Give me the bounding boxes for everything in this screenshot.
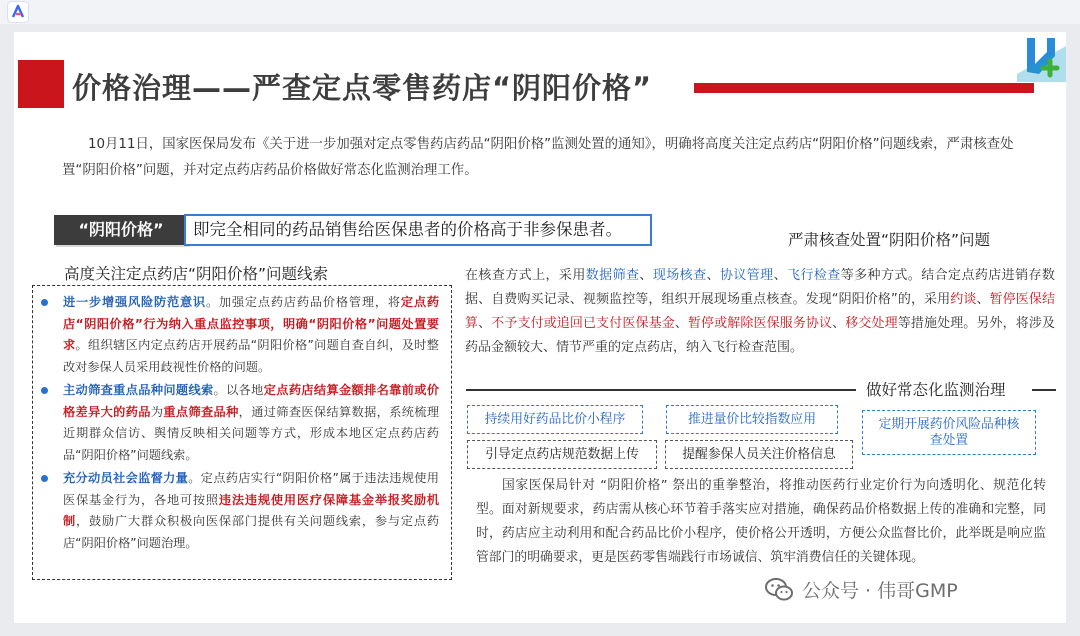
bullet-text: ，鼓励广大群众积极向医保部门提供有关问题线索，参与定点药店“阴阳价格”问题治理。 — [63, 514, 440, 550]
text-run: 等多种方式。结合定点药店进销存数据、自费购买记录、视频监控等，组织开展现场重点核查。发现“阴阳价格”的，采用 — [465, 268, 1055, 307]
bullet-lead: 进一步增强风险防范意识 — [63, 295, 206, 309]
method-highlight: 数据筛查 — [585, 268, 640, 283]
clues-box — [32, 285, 452, 580]
wechat-icon — [764, 577, 794, 603]
method-highlight: 飞行检查 — [787, 268, 841, 283]
bullet-highlight: 定点药店结算金额排名靠前或价格差异大的药品 — [63, 383, 440, 419]
text-run: 、 — [832, 316, 846, 331]
title-red-rule — [694, 83, 1034, 93]
text-run: 在核查方式上，采用 — [465, 268, 586, 283]
measure-highlight: 暂停医保结算 — [465, 292, 1055, 331]
measure-pill: 引导定点药店规范数据上传 — [467, 440, 657, 469]
text-run: 、 — [639, 268, 653, 283]
bullet-item — [63, 380, 439, 466]
section-heading-inspection: 严肃核查处置“阴阳价格”问题 — [788, 231, 991, 249]
measure-highlight: 暂停或解除医保服务协议 — [687, 316, 833, 331]
bullet-highlight: 定点药店“阴阳价格”行为纳入重点监控事项，明确“阴阳价格”问题处置要求 — [63, 295, 440, 352]
bullet-item — [63, 468, 439, 554]
text-run: 等措施处理。另外，将涉及药品金额较大、情节严重的定点药店，纳入飞行检查范围。 — [465, 316, 1055, 355]
measure-highlight: 移交处理 — [845, 316, 898, 331]
text-run: 、 — [674, 316, 688, 331]
app-logo-icon[interactable] — [8, 2, 28, 22]
bullet-dot-icon — [41, 387, 48, 394]
text-run: 、 — [478, 316, 492, 331]
bullet-text: 。定点药店实行“阴阳价格”属于违法违规使用医保基金行为，各地可按照 — [63, 471, 439, 507]
bullet-highlight: 重点筛查品种 — [163, 404, 239, 419]
page-title: 价格治理——严查定点零售药店“阴阳价格” — [72, 71, 653, 105]
term-definition: 即完全相同的药品销售给医保患者的价格高于非参保患者。 — [184, 214, 652, 246]
measure-pill: 提醒参保人员关注价格信息 — [665, 440, 853, 469]
section-heading-clues: 高度关注定点药店“阴阳价格”问题线索 — [64, 265, 329, 283]
slide — [14, 32, 1066, 623]
section-divider — [466, 389, 856, 391]
measure-pill: 持续用好药品比价小程序 — [467, 405, 643, 434]
bullet-text: 。加强定点药店药品价格管理，将 — [205, 295, 401, 309]
method-highlight: 现场核查 — [652, 268, 707, 283]
bullet-text: 。以各地 — [213, 383, 264, 397]
section-heading-monitoring: 做好常态化监测治理 — [866, 381, 1006, 399]
window-topbar — [0, 0, 1080, 24]
section-divider — [1032, 389, 1056, 391]
term-tag: “阴阳价格” — [54, 215, 188, 245]
summary-paragraph: 国家医保局针对 “阴阳价格” 祭出的重拳整治，将推动医药行业定价行为向透明化、规范化转型。面对新规要求，药店需从核心环节着手落实应对措施，确保药品价格数据上传的准确和完整，同时，药店应主动利用和配合药品比价小程序，使价格公开透明，方便公众监督比价，此举既是响应监管部门的明确要求，更是医药零售端践行市场诚信、筑牢消费信任的关键体现。 — [476, 478, 1046, 565]
wechat-watermark — [764, 576, 958, 603]
bullet-dot-icon — [41, 475, 48, 482]
text-run: 、 — [773, 268, 788, 283]
bullet-text: ，通过筛查医保结算数据，系统梳理近期群众信访、舆情反映相关问题等方式，形成本地区定点药店药品“阴阳价格”问题线索。 — [63, 404, 440, 462]
measure-pill: 定期开展药价风险品种核查处置 — [862, 410, 1036, 455]
bullet-lead: 主动筛查重点品种问题线索 — [63, 383, 214, 397]
intro-paragraph: 10月11日，国家医保局发布《关于进一步加强对定点零售药店药品“阴阳价格”监测处置的通知》，明确将高度关注定点药店“阴阳价格”问题线索，严肃核查处置“阴阳价格”问题，并对定点药店药品价格做好常态化监测治理工作。 — [62, 137, 1014, 178]
title-red-block — [18, 60, 64, 108]
text-run: 、 — [706, 268, 720, 283]
measure-highlight: 约谈 — [950, 292, 977, 307]
measure-highlight: 不予支付或追回已支付医保基金 — [491, 316, 675, 331]
bullet-text: 。组织辖区内定点药店开展药品“阴阳价格”问题自查自纠，及时整改对参保人员采用歧视性价格的问题。 — [63, 338, 439, 374]
watermark-text: 公众号 · 伟哥GMP — [802, 580, 958, 602]
bullet-highlight: 违法违规使用医疗保障基金举报奖励机制 — [63, 492, 440, 528]
text-run: 、 — [976, 292, 990, 307]
bullet-lead: 充分动员社会监督力量 — [63, 471, 189, 485]
bullet-item — [63, 292, 439, 378]
brand-logo-icon — [1017, 32, 1066, 82]
method-highlight: 协议管理 — [719, 268, 774, 283]
measure-pill: 推进量价比较指数应用 — [666, 405, 838, 434]
inspection-paragraph — [465, 264, 1055, 360]
bullet-dot-icon — [41, 299, 48, 306]
bullet-text: 为 — [150, 404, 164, 419]
